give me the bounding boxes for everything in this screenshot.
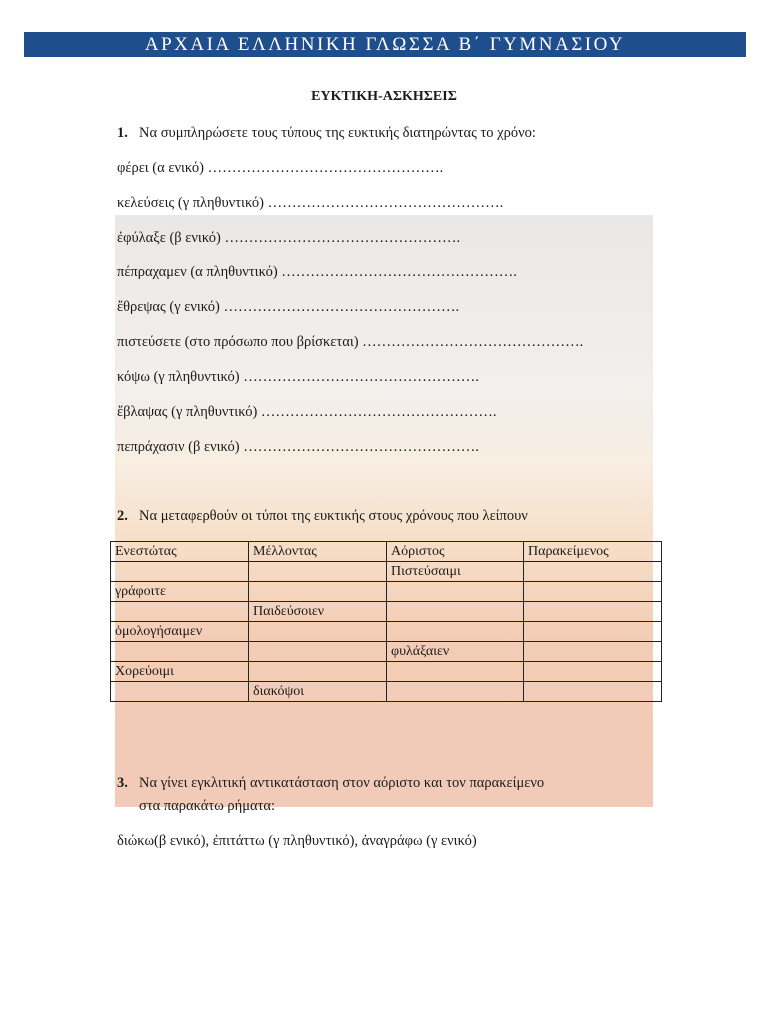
exercise-2-number: 2.: [117, 508, 128, 524]
table-cell: [111, 602, 249, 622]
exercise-3-answer: διώκω(β ενικό), ἐπιτάττω (γ πληθυντικό), ἀναγράφω (γ ενικό): [117, 833, 477, 849]
exercise-1-item: φέρει (α ενικό) ………………………………………….: [117, 160, 444, 176]
table-cell: ὁμολογήσαιμεν: [111, 622, 249, 642]
table-cell: [387, 662, 524, 682]
table-cell: [111, 682, 249, 702]
table-cell: [249, 562, 387, 582]
table-row: [111, 602, 662, 622]
exercise-1-item: κόψω (γ πληθυντικό) ………………………………………….: [117, 369, 479, 385]
exercise-1-item: ἐφύλαξε (β ενικό) ………………………………………….: [117, 230, 461, 246]
tenses-table: [110, 541, 662, 702]
table-cell: [249, 622, 387, 642]
table-cell: Χορεύοιμι: [111, 662, 249, 682]
exercise-1-item: κελεύσεις (γ πληθυντικό) ………………………………………….: [117, 195, 504, 211]
table-cell: [524, 602, 662, 622]
table-cell: [249, 642, 387, 662]
exercise-2-prompt: [117, 508, 528, 525]
exercise-1-prompt: [117, 125, 536, 142]
page-banner: [24, 32, 746, 57]
table-row: [111, 562, 662, 582]
table-cell: [111, 642, 249, 662]
table-header-cell: Ενεστώτας: [111, 542, 249, 562]
table-row: [111, 682, 662, 702]
table-cell: [387, 602, 524, 622]
table-row: [111, 582, 662, 602]
table-header-cell: Παρακείμενος: [524, 542, 662, 562]
table-cell: [111, 562, 249, 582]
table-cell: [524, 622, 662, 642]
table-cell: [249, 662, 387, 682]
exercise-1-text: Να συμπληρώσετε τους τύπους της ευκτικής διατηρώντας το χρόνο:: [139, 125, 536, 141]
table-cell: [524, 682, 662, 702]
exercise-3-text: Να γίνει εγκλιτική αντικατάσταση στον αόριστο και τον παρακείμενο: [139, 775, 545, 791]
table-cell: φυλάξαιεν: [387, 642, 524, 662]
table-cell: διακόψοι: [249, 682, 387, 702]
table-cell: [524, 662, 662, 682]
table-cell: [524, 562, 662, 582]
table-row: [111, 622, 662, 642]
exercise-3-prompt: [117, 775, 544, 792]
table-cell: Πιστεύσαιμι: [387, 562, 524, 582]
table-row: [111, 642, 662, 662]
table-cell: [524, 582, 662, 602]
table-cell: [387, 682, 524, 702]
exercise-1-item: πεπράχασιν (β ενικό) ………………………………………….: [117, 439, 479, 455]
table-cell: [387, 582, 524, 602]
table-row: [111, 662, 662, 682]
exercise-1-number: 1.: [117, 125, 128, 141]
banner-title: ΑΡΧΑΙΑ ΕΛΛΗΝΙΚΗ ΓΛΩΣΣΑ Β΄ ΓΥΜΝΑΣΙΟΥ: [144, 33, 626, 55]
table-cell: γράφοιτε: [111, 582, 249, 602]
page-title: ΕΥΚΤΙΚΗ-ΑΣΚΗΣΕΙΣ: [311, 89, 457, 104]
table-cell: [524, 642, 662, 662]
table-cell: Παιδεύσοιεν: [249, 602, 387, 622]
exercise-1-item: ἔβλαψας (γ πληθυντικό) ………………………………………….: [117, 404, 497, 420]
table-header-cell: Αόριστος: [387, 542, 524, 562]
exercise-1-item: πιστεύσετε (στο πρόσωπο που βρίσκεται) ……………………………………….: [117, 334, 584, 350]
table-header-row: [111, 542, 662, 562]
exercise-1-item: πέπραχαμεν (α πληθυντικό) ………………………………………….: [117, 264, 517, 280]
table-cell: [387, 622, 524, 642]
exercise-3-number: 3.: [117, 775, 128, 791]
table-header-cell: Μέλλοντας: [249, 542, 387, 562]
exercise-3-text-continued: στα παρακάτω ρήματα:: [139, 798, 276, 814]
exercise-2-text: Να μεταφερθούν οι τύποι της ευκτικής στους χρόνους που λείπουν: [139, 508, 528, 524]
exercise-1-item: ἔθρεψας (γ ενικό) ………………………………………….: [117, 299, 460, 315]
table-cell: [249, 582, 387, 602]
